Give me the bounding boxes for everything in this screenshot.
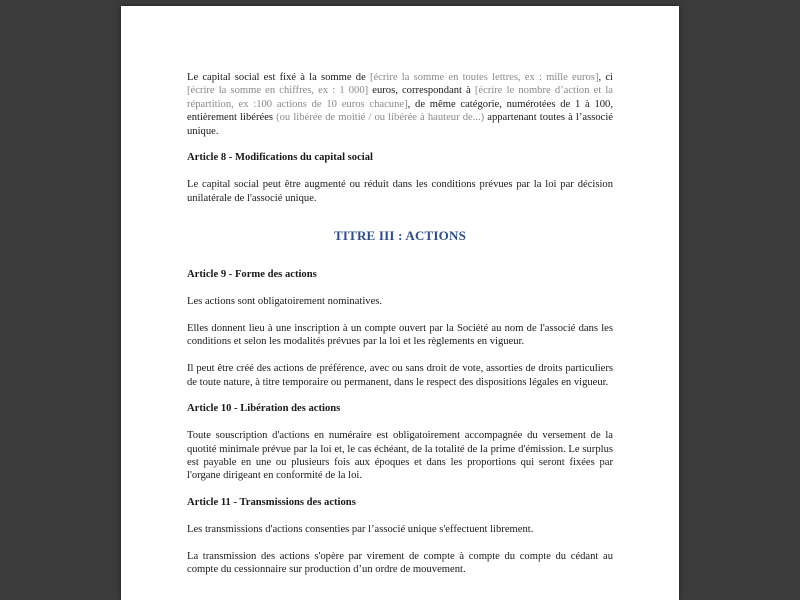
article-11-heading: Article 11 - Transmissions des actions bbox=[187, 497, 356, 509]
article-9-paragraph-2: Elles donnent lieu à une inscription à un compte ouvert par la Société au nom de l'associé dans les conditions et selon les modalités prévues par la loi et les règlements en vigueur. bbox=[187, 323, 613, 348]
article-9-paragraph-1: Les actions sont obligatoirement nominatives. bbox=[187, 296, 383, 308]
document-content bbox=[187, 71, 613, 590]
placeholder-amount-letters: [écrire la somme en toutes lettres, ex : mille euros] bbox=[369, 72, 599, 83]
placeholder-liberation: (ou libérée de moitié / ou libérée à hauteur de...) bbox=[276, 112, 485, 124]
placeholder-amount-digits: [écrire la somme en chiffres, ex : 1 000] bbox=[187, 85, 369, 97]
article-11-paragraph-1: Les transmissions d'actions consenties par l’associé unique s'effectuent librement. bbox=[187, 524, 534, 536]
article-8-heading: Article 8 - Modifications du capital social bbox=[187, 152, 373, 164]
capital-text-1: Le capital social est fixé à la somme de bbox=[187, 72, 370, 83]
placeholder-shares: [écrire le nombre d’action et la répartition, ex :100 actions de 10 euros chacune] bbox=[187, 85, 614, 110]
document-page bbox=[121, 6, 679, 600]
article-10-paragraph-1: Toute souscription d'actions en numéraire est obligatoirement accompagnée du versement de la quotité minimale prévue par la loi et, le cas échéant, de la totalité de la prime d'émission. Le surplus est payable en une ou plusieurs fois aux époques et dans les proportions qui seront fixées par l'organe dirigeant en conformité de la loi. bbox=[187, 430, 613, 482]
capital-text-3: euros, correspondant à bbox=[368, 85, 475, 97]
capital-paragraph bbox=[187, 71, 613, 138]
article-8-text: Le capital social peut être augmenté ou réduit dans les conditions prévues par la loi par décision unilatérale de l'associé unique. bbox=[187, 179, 613, 204]
capital-text-2: , ci bbox=[598, 72, 613, 83]
article-10-heading: Article 10 - Libération des actions bbox=[187, 403, 341, 415]
capital-text-4: , de même catégorie, numérotées de 1 à 100, entièrement libérées bbox=[187, 98, 613, 124]
article-9-paragraph-3: Il peut être créé des actions de préférence, avec ou sans droit de vote, assorties de droits particuliers de toute nature, à titre temporaire ou permanent, dans le respect des dispositions légales en vigueur. bbox=[187, 363, 613, 388]
titre-3-heading: TITRE III : ACTIONS bbox=[333, 228, 467, 244]
article-9-heading: Article 9 - Forme des actions bbox=[187, 269, 317, 281]
article-11-paragraph-2: La transmission des actions s'opère par virement de compte à compte du compte du cédant au compte du cessionnaire sur production d’un ordre de mouvement. bbox=[187, 550, 613, 576]
capital-text-5: appartenant toutes à l’associé unique. bbox=[187, 112, 613, 137]
